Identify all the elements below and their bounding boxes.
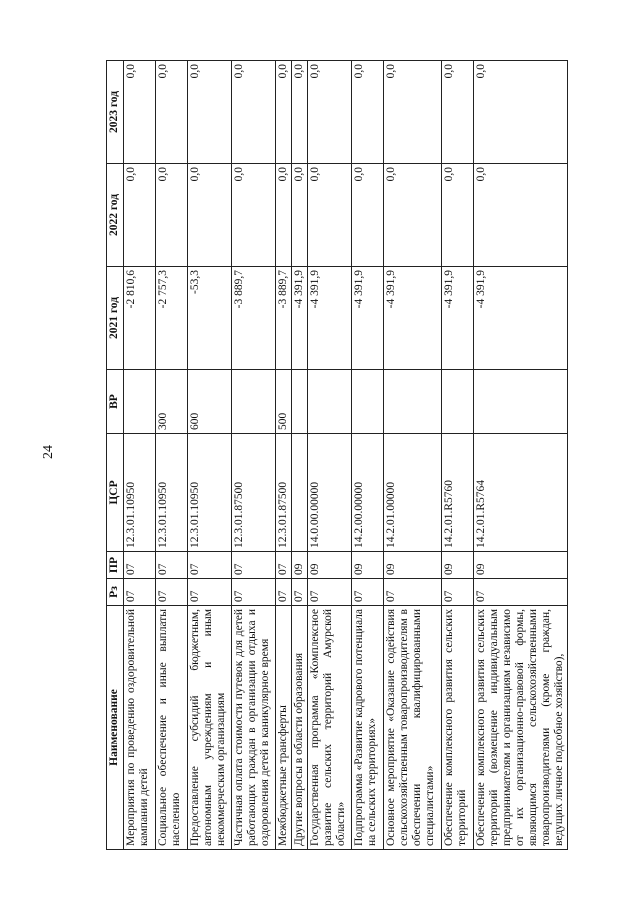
table-row bbox=[124, 61, 156, 850]
row-vr bbox=[442, 370, 474, 434]
row-vr: 600 bbox=[188, 370, 232, 434]
table-row bbox=[474, 61, 568, 850]
row-2022: 0,0 bbox=[232, 164, 276, 267]
row-pr: 09 bbox=[474, 552, 568, 579]
row-name: Предоставление субсидий бюджетным, автономным учреждениям и иным некоммерческим организациям bbox=[188, 606, 232, 850]
table-row bbox=[442, 61, 474, 850]
header-2023: 2023 год bbox=[107, 61, 124, 164]
row-name: Подпрограмма «Развитие кадрового потенциала на сельских территориях» bbox=[352, 606, 384, 850]
row-csr bbox=[292, 434, 308, 552]
row-2021: -2 810,6 bbox=[124, 267, 156, 370]
row-pr: 07 bbox=[188, 552, 232, 579]
row-2021: -4 391,9 bbox=[474, 267, 568, 370]
table-row bbox=[292, 61, 308, 850]
table-row bbox=[384, 61, 442, 850]
row-name: Обеспечение комплексного развития сельских территорий bbox=[442, 606, 474, 850]
row-2021: -4 391,9 bbox=[384, 267, 442, 370]
row-vr bbox=[292, 370, 308, 434]
row-2022: 0,0 bbox=[384, 164, 442, 267]
table-row bbox=[308, 61, 352, 850]
row-2023: 0,0 bbox=[156, 61, 188, 164]
row-vr bbox=[308, 370, 352, 434]
row-csr: 14.2.01.00000 bbox=[384, 434, 442, 552]
row-rz: 07 bbox=[156, 579, 188, 606]
row-name: Мероприятия по проведению оздоровительной кампании детей bbox=[124, 606, 156, 850]
header-vr: ВР bbox=[107, 370, 124, 434]
row-2021: -2 757,3 bbox=[156, 267, 188, 370]
row-2022: 0,0 bbox=[352, 164, 384, 267]
row-name: Другие вопросы в области образования bbox=[292, 606, 308, 850]
row-2023: 0,0 bbox=[232, 61, 276, 164]
row-vr: 500 bbox=[276, 370, 292, 434]
row-rz: 07 bbox=[308, 579, 352, 606]
row-csr: 14.2.01.R5760 bbox=[442, 434, 474, 552]
table-row bbox=[188, 61, 232, 850]
row-2023: 0,0 bbox=[188, 61, 232, 164]
page-number: 24 bbox=[41, 445, 56, 459]
row-2023: 0,0 bbox=[384, 61, 442, 164]
row-rz: 07 bbox=[474, 579, 568, 606]
row-2021: -4 391,9 bbox=[442, 267, 474, 370]
row-2022: 0,0 bbox=[124, 164, 156, 267]
row-name: Обеспечение комплексного развития сельских территорий (возмещение индивидуальным предпринимателям и организациям независимо от их организационно-правовой формы, являющимся сельскохозяйственными товаропроизводителями (кроме граждан, ведущих личное подсобное хозяйство), bbox=[474, 606, 568, 850]
header-rz: Рз bbox=[107, 579, 124, 606]
row-name: Частичная оплата стоимости путевок для детей работающих граждан в организации отдыха и оздоровления детей в каникулярное время bbox=[232, 606, 276, 850]
row-2021: -53,3 bbox=[188, 267, 232, 370]
row-csr: 12.3.01.10950 bbox=[124, 434, 156, 552]
row-vr bbox=[124, 370, 156, 434]
row-2023: 0,0 bbox=[292, 61, 308, 164]
row-csr: 14.2.01.R5764 bbox=[474, 434, 568, 552]
row-2021: -3 889,7 bbox=[276, 267, 292, 370]
row-rz: 07 bbox=[442, 579, 474, 606]
row-vr bbox=[384, 370, 442, 434]
table-row bbox=[156, 61, 188, 850]
row-rz: 07 bbox=[188, 579, 232, 606]
row-vr bbox=[352, 370, 384, 434]
row-vr: 300 bbox=[156, 370, 188, 434]
row-name: Межбюджетные трансферты bbox=[276, 606, 292, 850]
row-name: Основное мероприятие «Оказание содействия сельскохозяйственным товаропроизводителям в обеспечении квалифицированными специалистами» bbox=[384, 606, 442, 850]
row-2021: -4 391,9 bbox=[292, 267, 308, 370]
row-vr bbox=[232, 370, 276, 434]
header-2022: 2022 год bbox=[107, 164, 124, 267]
row-2022: 0,0 bbox=[308, 164, 352, 267]
row-2022: 0,0 bbox=[474, 164, 568, 267]
row-pr: 07 bbox=[156, 552, 188, 579]
row-rz: 07 bbox=[124, 579, 156, 606]
row-rz: 07 bbox=[292, 579, 308, 606]
row-2023: 0,0 bbox=[276, 61, 292, 164]
table-header-row bbox=[107, 61, 124, 850]
table-row bbox=[276, 61, 292, 850]
row-name: Государственная программа «Комплексное развитие сельских территорий Амурской области» bbox=[308, 606, 352, 850]
row-rz: 07 bbox=[232, 579, 276, 606]
row-2023: 0,0 bbox=[308, 61, 352, 164]
row-rz: 07 bbox=[352, 579, 384, 606]
row-pr: 09 bbox=[384, 552, 442, 579]
row-pr: 09 bbox=[442, 552, 474, 579]
row-csr: 14.2.00.00000 bbox=[352, 434, 384, 552]
row-2022: 0,0 bbox=[156, 164, 188, 267]
row-2022: 0,0 bbox=[292, 164, 308, 267]
header-2021: 2021 год bbox=[107, 267, 124, 370]
row-csr: 12.3.01.10950 bbox=[188, 434, 232, 552]
budget-table-container bbox=[106, 60, 606, 850]
row-2023: 0,0 bbox=[442, 61, 474, 164]
table-row bbox=[232, 61, 276, 850]
row-pr: 09 bbox=[308, 552, 352, 579]
row-rz: 07 bbox=[384, 579, 442, 606]
row-pr: 09 bbox=[292, 552, 308, 579]
row-2023: 0,0 bbox=[474, 61, 568, 164]
row-csr: 12.3.01.87500 bbox=[276, 434, 292, 552]
row-pr: 07 bbox=[276, 552, 292, 579]
row-vr bbox=[474, 370, 568, 434]
row-2023: 0,0 bbox=[124, 61, 156, 164]
row-csr: 14.0.00.00000 bbox=[308, 434, 352, 552]
row-pr: 07 bbox=[232, 552, 276, 579]
row-csr: 12.3.01.10950 bbox=[156, 434, 188, 552]
header-csr: ЦСР bbox=[107, 434, 124, 552]
row-2022: 0,0 bbox=[442, 164, 474, 267]
row-2022: 0,0 bbox=[276, 164, 292, 267]
header-pr: ПР bbox=[107, 552, 124, 579]
row-2021: -4 391,9 bbox=[352, 267, 384, 370]
row-name: Социальное обеспечение и иные выплаты населению bbox=[156, 606, 188, 850]
table-row bbox=[352, 61, 384, 850]
row-pr: 07 bbox=[124, 552, 156, 579]
row-2022: 0,0 bbox=[188, 164, 232, 267]
row-2021: -4 391,9 bbox=[308, 267, 352, 370]
row-rz: 07 bbox=[276, 579, 292, 606]
header-name: Наименование bbox=[107, 606, 124, 850]
row-csr: 12.3.01.87500 bbox=[232, 434, 276, 552]
budget-table bbox=[106, 60, 568, 850]
row-pr: 09 bbox=[352, 552, 384, 579]
row-2023: 0,0 bbox=[352, 61, 384, 164]
row-2021: -3 889,7 bbox=[232, 267, 276, 370]
